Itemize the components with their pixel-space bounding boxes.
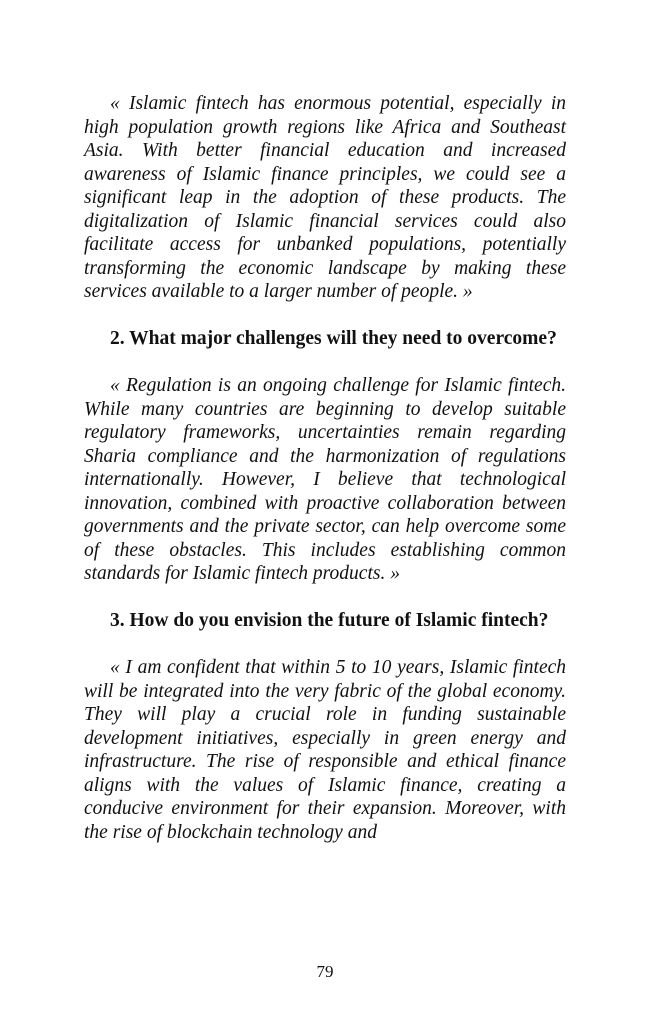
paragraph-spacer (84, 351, 566, 375)
question-3-heading: 3. How do you envision the future of Islamic fintech? (110, 610, 549, 631)
question-2-heading: 2. What major challenges will they need to overcome? (110, 328, 557, 349)
paragraph-spacer (84, 633, 566, 657)
answer-2-paragraph: « Regulation is an ongoing challenge for Islamic fintech. While many countries are beginning to develop suitable regulatory frameworks, uncertainties remain regarding Sharia compliance and the harmonization of regulations internationally. However, I believe that technological innovation, combined with proactive collaboration between governments and the private sector, can help overcome some of these obstacles. This includes establishing common standards for Islamic fintech products. » (84, 375, 566, 584)
answer-3-paragraph: « I am confident that within 5 to 10 years, Islamic fintech will be integrated into the very fabric of the global economy. They will play a crucial role in funding sustainable development initiatives, especially in green energy and infrastructure. The rise of responsible and ethical finance aligns with the values of Islamic finance, creating a conducive environment for their expansion. Moreover, with the rise of blockchain technology and (84, 657, 566, 843)
page-body (84, 92, 566, 844)
answer-1-paragraph: « Islamic fintech has enormous potential, especially in high population growth regions like Africa and Southeast Asia. With better financial education and increased awareness of Islamic finance principles, we could see a significant leap in the adoption of these products. The digitalization of Islamic financial services could also facilitate access for unbanked populations, potentially transforming the economic landscape by making these services available to a larger number of people. » (84, 93, 566, 302)
paragraph-spacer (84, 304, 566, 328)
page-number: 79 (316, 962, 334, 981)
paragraph-spacer (84, 586, 566, 610)
